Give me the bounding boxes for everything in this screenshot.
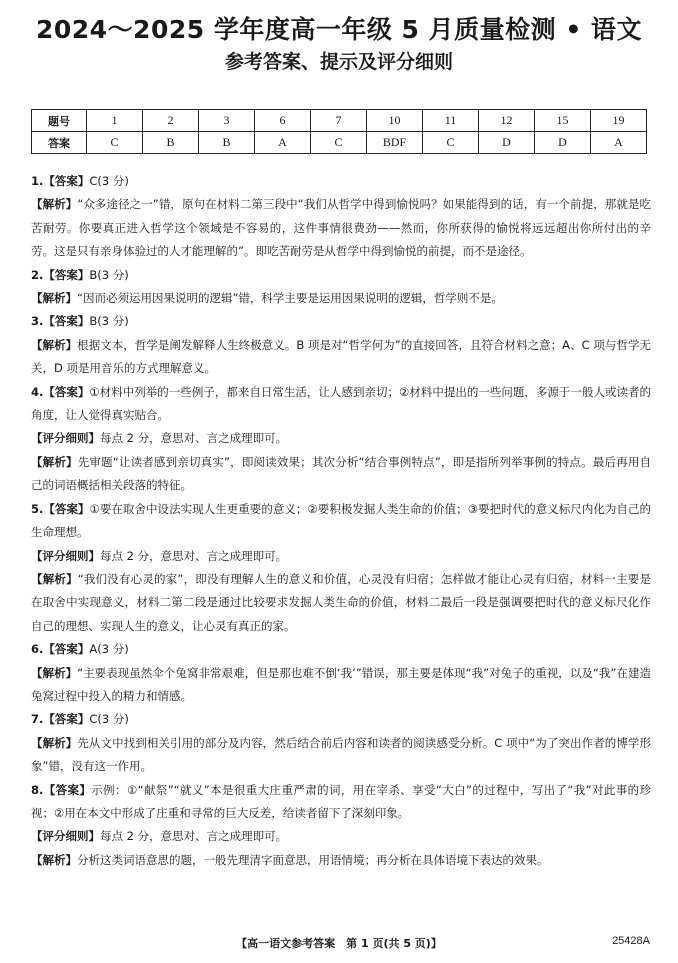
- footer-page-info: 【高一语文参考答案 第 1 页(共 5 页)】: [236, 937, 442, 950]
- question-number: 4.: [31, 384, 44, 399]
- table-cell-number: 11: [423, 110, 479, 132]
- section-tag: 【评分细则】: [31, 829, 100, 844]
- list-item: [31, 662, 651, 709]
- item-text: 示例：①“献祭”“就义”本是很重大庄重严肃的词，用在宰杀、享受“大白”的过程中，写出了“我”对此事的珍视；②用在本文中形成了庄重和寻常的巨大反差，给读者留下了深刻印象。: [31, 782, 652, 820]
- item-text: 每点 2 分，意思对、言之成理即可。: [100, 829, 288, 844]
- section-tag: 【答案】: [43, 267, 90, 282]
- table-cell-number: 15: [535, 110, 591, 132]
- item-text: B(3 分): [89, 314, 129, 329]
- table-cell-answer: A: [591, 132, 647, 154]
- section-tag: 【解析】: [31, 852, 77, 867]
- table-cell-number: 12: [479, 110, 535, 132]
- item-text: A(3 分): [89, 642, 129, 657]
- table-header-label: 题号: [32, 110, 87, 132]
- section-tag: 【答案】: [43, 501, 90, 516]
- section-tag: 【评分细则】: [31, 431, 100, 446]
- list-item: [31, 264, 651, 287]
- section-tag: 【答案】: [43, 782, 92, 797]
- list-item: [31, 638, 651, 661]
- list-item: [31, 779, 651, 826]
- table-cell-answer: D: [535, 132, 591, 154]
- list-item: [31, 310, 651, 333]
- section-tag: 【答案】: [43, 384, 90, 399]
- section-tag: 【答案】: [43, 642, 90, 657]
- list-item: [31, 498, 651, 545]
- section-tag: 【解析】: [31, 665, 78, 680]
- list-item: [31, 708, 651, 731]
- table-answer-label: 答案: [32, 132, 87, 154]
- item-text: C(3 分): [89, 174, 129, 188]
- list-item: [31, 170, 651, 193]
- list-item: [31, 381, 651, 428]
- item-text: “我们没有心灵的家”，即没有理解人生的意义和价值，心灵没有归宿；怎样做才能让心灵有归宿，材料一主要是在取舍中实现意义，材料二第二段是通过比较要求发掘人类生命的价值，材料二最后一段是强调要把时代的意义标尺化作自己的理想、实现人生的意义，让心灵有真正的家。: [31, 571, 651, 633]
- item-text: 每点 2 分，意思对、言之成理即可。: [100, 548, 288, 563]
- item-text: “众多途径之一”错，原句在材料二第三段中“我们从哲学中得到愉悦吗？如果能得到的话，有一个前提，那就是吃苦耐劳。你要真正进入哲学这个领域是不容易的，这件事情很费劲——然而，你所获得的愉悦将远远超出你所付出的辛劳。这是只有亲身体验过的人才能理解的”。即吃苦耐劳是从哲学中得到愉悦的前提，而不是途径。: [31, 197, 651, 259]
- section-tag: 【解析】: [31, 735, 78, 750]
- item-text: 根据文本，哲学是阐发解释人生终极意义。B 项是对“哲学何为”的直接回答，且符合材料之意；A、C 项与哲学无关，D 项是用音乐的方式理解意义。: [31, 337, 651, 376]
- answer-table: [31, 109, 647, 154]
- list-item: [31, 732, 651, 779]
- table-cell-answer: B: [199, 132, 255, 154]
- list-item: [31, 193, 651, 263]
- table-cell-answer: BDF: [367, 132, 423, 154]
- answer-content: [31, 170, 651, 872]
- section-tag: 【评分细则】: [31, 548, 100, 563]
- list-item: [31, 287, 651, 310]
- item-text: C(3 分): [89, 712, 129, 727]
- table-cell-answer: C: [423, 132, 479, 154]
- item-text: 先审题“让读者感到亲切真实”，即阅读效果；其次分析“结合事例特点”，即是指所列举事例的特点。最后再用自己的词语概括相关段落的特征。: [31, 454, 651, 493]
- table-cell-answer: B: [143, 132, 199, 154]
- list-item: [31, 849, 651, 872]
- page-title: 2024～2025 学年度高一年级 5 月质量检测 • 语文: [35, 15, 643, 44]
- section-tag: 【解析】: [31, 337, 78, 352]
- question-number: 7.: [31, 712, 44, 727]
- table-cell-answer: A: [255, 132, 311, 154]
- page-subtitle: 参考答案、提示及评分细则: [224, 51, 453, 73]
- table-cell-number: 2: [143, 110, 199, 132]
- table-cell-number: 10: [367, 110, 423, 132]
- section-tag: 【解析】: [31, 197, 78, 212]
- item-text: 每点 2 分，意思对、言之成理即可。: [100, 431, 288, 446]
- table-row-numbers: [32, 110, 647, 132]
- section-tag: 【答案】: [43, 314, 90, 329]
- question-number: 8.: [31, 782, 44, 797]
- item-text: “主要表现虽然伞个兔窝非常艰难，但是那也难不倒‘我’”错误，那主要是体现“我”对兔子的重视，以及“我”在建造兔窝过程中投入的精力和情感。: [31, 665, 651, 703]
- item-text: “因而必须运用因果说明的逻辑”错，科学主要是运用因果说明的逻辑，哲学则不是。: [77, 291, 503, 306]
- question-number: 1.: [31, 174, 44, 188]
- table-cell-number: 19: [591, 110, 647, 132]
- section-tag: 【解析】: [31, 291, 77, 306]
- list-item: [31, 427, 651, 450]
- list-item: [31, 334, 651, 381]
- list-item: [31, 545, 651, 568]
- item-text: 先从文中找到相关引用的部分及内容，然后结合前后内容和读者的阅读感受分析。C 项中“为了突出作者的博学形象”错，没有这一作用。: [31, 735, 652, 774]
- table-cell-answer: C: [87, 132, 143, 154]
- table-cell-number: 1: [87, 110, 143, 132]
- section-tag: 【答案】: [43, 174, 90, 188]
- list-item: [31, 825, 651, 848]
- table-cell-number: 3: [199, 110, 255, 132]
- section-tag: 【答案】: [43, 712, 90, 727]
- section-tag: 【解析】: [31, 454, 78, 469]
- table-cell-number: 6: [255, 110, 311, 132]
- section-tag: 【解析】: [31, 571, 78, 586]
- question-number: 6.: [31, 642, 44, 657]
- question-number: 2.: [31, 267, 44, 282]
- item-text: 分析这类词语意思的题，一般先理清字面意思，用语情境；再分析在具体语境下表达的效果。: [77, 852, 549, 867]
- table-cell-number: 7: [311, 110, 367, 132]
- table-cell-answer: C: [311, 132, 367, 154]
- item-text: ①要在取舍中设法实现人生更重要的意义；②要积极发掘人类生命的价值；③要把时代的意义标尺内化为自己的生命理想。: [31, 501, 651, 540]
- footer-code: 25428A: [612, 935, 650, 947]
- list-item: [31, 568, 651, 638]
- item-text: ①材料中列举的一些例子，都来自日常生活，让人感到亲切；②材料中提出的一些问题，多源于一般人或读者的角度，让人觉得真实贴合。: [31, 384, 651, 423]
- table-cell-answer: D: [479, 132, 535, 154]
- table-row-answers: [32, 132, 647, 154]
- list-item: [31, 451, 651, 498]
- item-text: B(3 分): [89, 267, 129, 282]
- question-number: 5.: [31, 501, 44, 516]
- question-number: 3.: [31, 314, 44, 329]
